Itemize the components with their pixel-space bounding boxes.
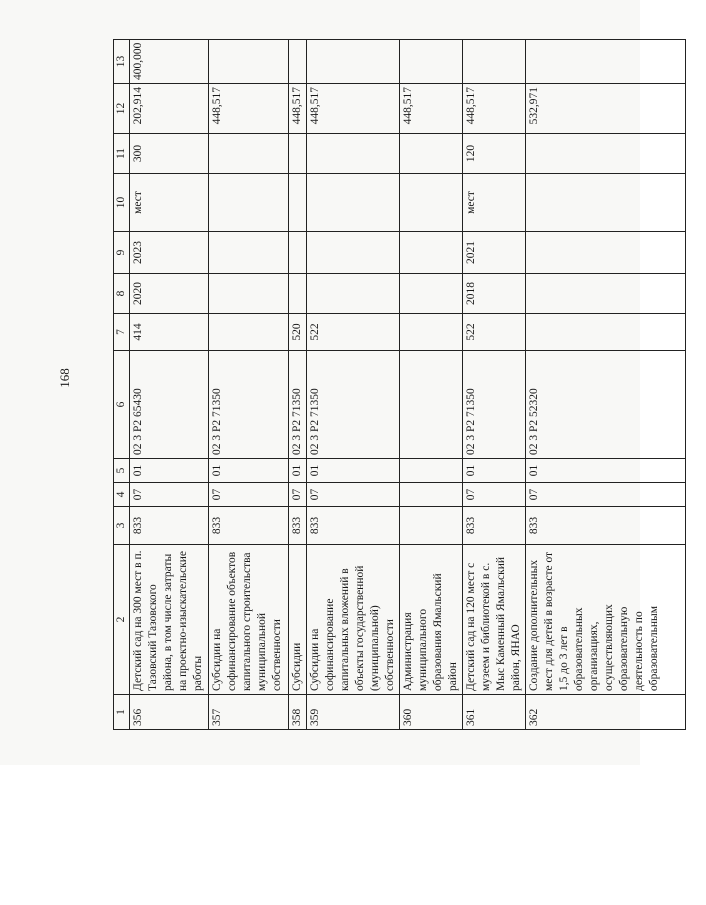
cell-col3 bbox=[400, 507, 463, 545]
header-cell: 4 bbox=[114, 483, 130, 507]
cell-col6: 02 3 P2 71350 bbox=[209, 351, 289, 459]
cell-col10 bbox=[400, 174, 463, 232]
cell-col4: 07 bbox=[289, 483, 307, 507]
cell-col10 bbox=[209, 174, 289, 232]
cell-col8 bbox=[307, 274, 400, 314]
cell-col10 bbox=[307, 174, 400, 232]
cell-col3: 833 bbox=[130, 507, 209, 545]
cell-col3: 833 bbox=[209, 507, 289, 545]
cell-col8: 2020 bbox=[130, 274, 209, 314]
cell-col3: 833 bbox=[526, 507, 686, 545]
cell-col7 bbox=[400, 314, 463, 351]
cell-col5: 01 bbox=[526, 459, 686, 483]
table-row bbox=[526, 40, 686, 730]
row-number: 360 bbox=[400, 695, 463, 730]
row-name: Субсидии bbox=[289, 545, 307, 695]
cell-col3: 833 bbox=[307, 507, 400, 545]
table-row bbox=[463, 40, 526, 730]
cell-col6: 02 3 P2 71350 bbox=[289, 351, 307, 459]
cell-col3: 833 bbox=[463, 507, 526, 545]
row-name: Детский сад на 120 мест с музеем и библиотекой в с. Мыс Каменный Ямальский район, ЯНАО bbox=[463, 545, 526, 695]
table-row bbox=[400, 40, 463, 730]
row-name: Создание дополнительных мест для детей в возрасте от 1,5 до 3 лет в образовательных организациях, осуществляющих образовательную деятельность по образовательным bbox=[526, 545, 686, 695]
header-cell: 13 bbox=[114, 40, 130, 84]
row-name: Детский сад на 300 мест в п. Тазовский Тазовского района, в том числе затраты на проектно-изыскательские работы bbox=[130, 545, 209, 695]
cell-col7: 522 bbox=[307, 314, 400, 351]
header-cell: 9 bbox=[114, 232, 130, 274]
header-cell: 1 bbox=[114, 695, 130, 730]
cell-col13 bbox=[463, 40, 526, 84]
cell-col13 bbox=[289, 40, 307, 84]
cell-col7: 414 bbox=[130, 314, 209, 351]
cell-col7 bbox=[526, 314, 686, 351]
header-cell: 11 bbox=[114, 134, 130, 174]
cell-col12: 448,517 bbox=[307, 84, 400, 134]
cell-col11: 120 bbox=[463, 134, 526, 174]
header-cell: 2 bbox=[114, 545, 130, 695]
cell-col7: 522 bbox=[463, 314, 526, 351]
cell-col12: 448,517 bbox=[209, 84, 289, 134]
cell-col13: 400,000 bbox=[130, 40, 209, 84]
cell-col6: 02 3 P2 71350 bbox=[463, 351, 526, 459]
row-name: Администрация муниципального образования Ямальский район bbox=[400, 545, 463, 695]
cell-col4: 07 bbox=[307, 483, 400, 507]
cell-col13 bbox=[307, 40, 400, 84]
cell-col10 bbox=[289, 174, 307, 232]
header-cell: 8 bbox=[114, 274, 130, 314]
cell-col8 bbox=[209, 274, 289, 314]
cell-col9 bbox=[400, 232, 463, 274]
cell-col5: 01 bbox=[463, 459, 526, 483]
cell-col9 bbox=[289, 232, 307, 274]
cell-col4: 07 bbox=[130, 483, 209, 507]
header-row bbox=[114, 40, 130, 730]
header-cell: 6 bbox=[114, 351, 130, 459]
cell-col9 bbox=[307, 232, 400, 274]
cell-col11 bbox=[526, 134, 686, 174]
cell-col7 bbox=[209, 314, 289, 351]
header-cell: 12 bbox=[114, 84, 130, 134]
cell-col12: 202,914 bbox=[130, 84, 209, 134]
cell-col13 bbox=[209, 40, 289, 84]
cell-col5: 01 bbox=[289, 459, 307, 483]
table-row bbox=[307, 40, 400, 730]
cell-col12: 448,517 bbox=[463, 84, 526, 134]
cell-col6: 02 3 P2 65430 bbox=[130, 351, 209, 459]
row-number: 362 bbox=[526, 695, 686, 730]
cell-col11 bbox=[289, 134, 307, 174]
cell-col5: 01 bbox=[307, 459, 400, 483]
cell-col9 bbox=[209, 232, 289, 274]
cell-col4: 07 bbox=[209, 483, 289, 507]
row-name: Субсидии на софинансирование объектов капитального строительства муниципальной собственности bbox=[209, 545, 289, 695]
row-number: 356 bbox=[130, 695, 209, 730]
cell-col5: 01 bbox=[209, 459, 289, 483]
cell-col6 bbox=[400, 351, 463, 459]
row-number: 359 bbox=[307, 695, 400, 730]
cell-col12: 448,517 bbox=[289, 84, 307, 134]
page-number: 168 bbox=[57, 368, 72, 388]
cell-col13 bbox=[526, 40, 686, 84]
cell-col5 bbox=[400, 459, 463, 483]
rotated-table-wrapper bbox=[113, 40, 706, 730]
cell-col8 bbox=[289, 274, 307, 314]
header-cell: 5 bbox=[114, 459, 130, 483]
header-cell: 10 bbox=[114, 174, 130, 232]
cell-col9 bbox=[526, 232, 686, 274]
table-row bbox=[209, 40, 289, 730]
cell-col8 bbox=[400, 274, 463, 314]
budget-table bbox=[113, 39, 686, 730]
row-number: 361 bbox=[463, 695, 526, 730]
row-name: Субсидии на софинансирование капитальных вложений в объекты государственной (муниципальной) собственности bbox=[307, 545, 400, 695]
cell-col13 bbox=[400, 40, 463, 84]
cell-col5: 01 bbox=[130, 459, 209, 483]
cell-col10 bbox=[526, 174, 686, 232]
cell-col11 bbox=[307, 134, 400, 174]
cell-col9: 2021 bbox=[463, 232, 526, 274]
cell-col11 bbox=[209, 134, 289, 174]
cell-col10: мест bbox=[130, 174, 209, 232]
row-number: 357 bbox=[209, 695, 289, 730]
cell-col6: 02 3 P2 52320 bbox=[526, 351, 686, 459]
cell-col4: 07 bbox=[463, 483, 526, 507]
cell-col9: 2023 bbox=[130, 232, 209, 274]
cell-col3: 833 bbox=[289, 507, 307, 545]
cell-col4 bbox=[400, 483, 463, 507]
cell-col8: 2018 bbox=[463, 274, 526, 314]
cell-col12: 532,971 bbox=[526, 84, 686, 134]
cell-col12: 448,517 bbox=[400, 84, 463, 134]
cell-col4: 07 bbox=[526, 483, 686, 507]
header-cell: 3 bbox=[114, 507, 130, 545]
cell-col11 bbox=[400, 134, 463, 174]
cell-col8 bbox=[526, 274, 686, 314]
cell-col6: 02 3 P2 71350 bbox=[307, 351, 400, 459]
cell-col11: 300 bbox=[130, 134, 209, 174]
table-row bbox=[130, 40, 209, 730]
header-cell: 7 bbox=[114, 314, 130, 351]
cell-col7: 520 bbox=[289, 314, 307, 351]
table-row bbox=[289, 40, 307, 730]
row-number: 358 bbox=[289, 695, 307, 730]
cell-col10: мест bbox=[463, 174, 526, 232]
